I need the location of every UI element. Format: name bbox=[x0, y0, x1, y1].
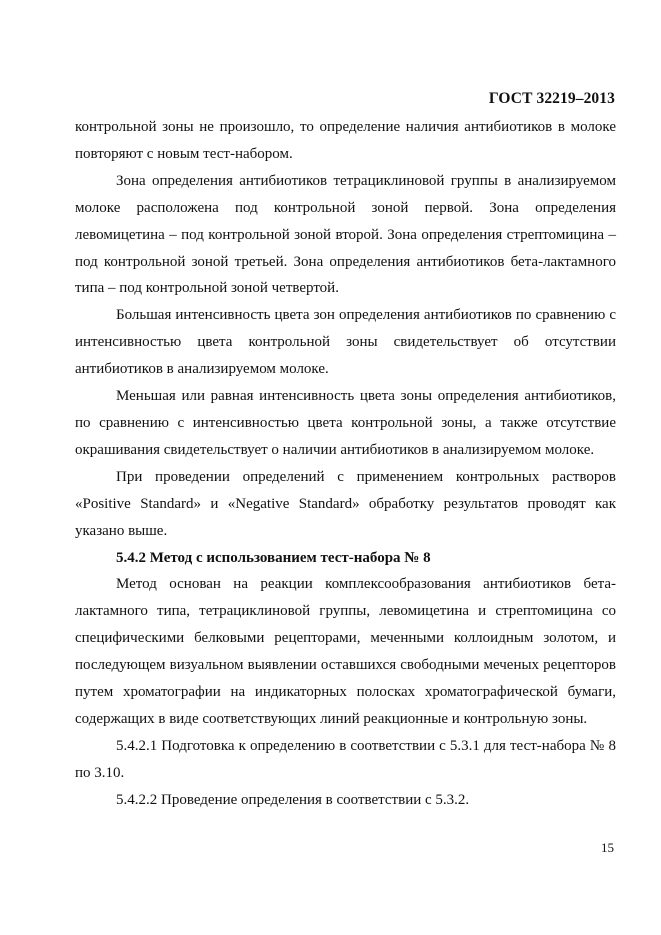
document-body bbox=[75, 114, 616, 814]
paragraph-continuation: контрольной зоны не произошло, то определение наличия антибиотиков в молоке повторяют с новым тест-набором. bbox=[75, 119, 616, 162]
page-number: 15 bbox=[601, 840, 614, 855]
document-standard-header: ГОСТ 32219–2013 bbox=[488, 90, 615, 107]
paragraph-control-solutions: При проведении определений с применением контрольных растворов «Positive Standard» и «Negative Standard» обработку результатов проводят как указано выше. bbox=[75, 468, 616, 539]
paragraph-procedure: 5.4.2.2 Проведение определения в соответствии с 5.3.2. bbox=[116, 791, 470, 808]
section-heading: 5.4.2 Метод с использованием тест-набора № 8 bbox=[116, 549, 431, 566]
paragraph-detection-zones: Зона определения антибиотиков тетрациклиновой группы в анализируемом молоке расположена под контрольной зоной первой. Зона определения левомицетина – под контрольной зоной второй. Зона определения стрептомицина – под контрольной зоной третьей. Зона определения антибиотиков бета-лактамного типа – под контрольной зоной четвертой. bbox=[75, 172, 616, 297]
paragraph-preparation: 5.4.2.1 Подготовка к определению в соответствии с 5.3.1 для тест-набора № 8 по 3.10. bbox=[75, 737, 616, 781]
paragraph-lower-intensity: Меньшая или равная интенсивность цвета зоны определения антибиотиков, по сравнению с интенсивностью цвета контрольной зоны, а также отсутствие окрашивания свидетельствует о наличии антибиотиков в анализируемом молоке. bbox=[75, 388, 616, 458]
paragraph-higher-intensity: Большая интенсивность цвета зон определения антибиотиков по сравнению с интенсивностью цвета контрольной зоны свидетельствует об отсутствии антибиотиков в анализируемом молоке. bbox=[75, 307, 616, 378]
paragraph-method-description: Метод основан на реакции комплексообразования антибиотиков бета-лактамного типа, тетрациклиновой группы, левомицетина и стрептомицина со специфическими белковыми рецепторами, меченными коллоидным золотом, и последующем визуальном выявлении оставшихся свободными меченых рецепторов путем хроматографии на индикаторных полосках хроматографической бумаги, содержащих в виде соответствующих линий реакционные и контрольную зоны. bbox=[75, 576, 616, 727]
